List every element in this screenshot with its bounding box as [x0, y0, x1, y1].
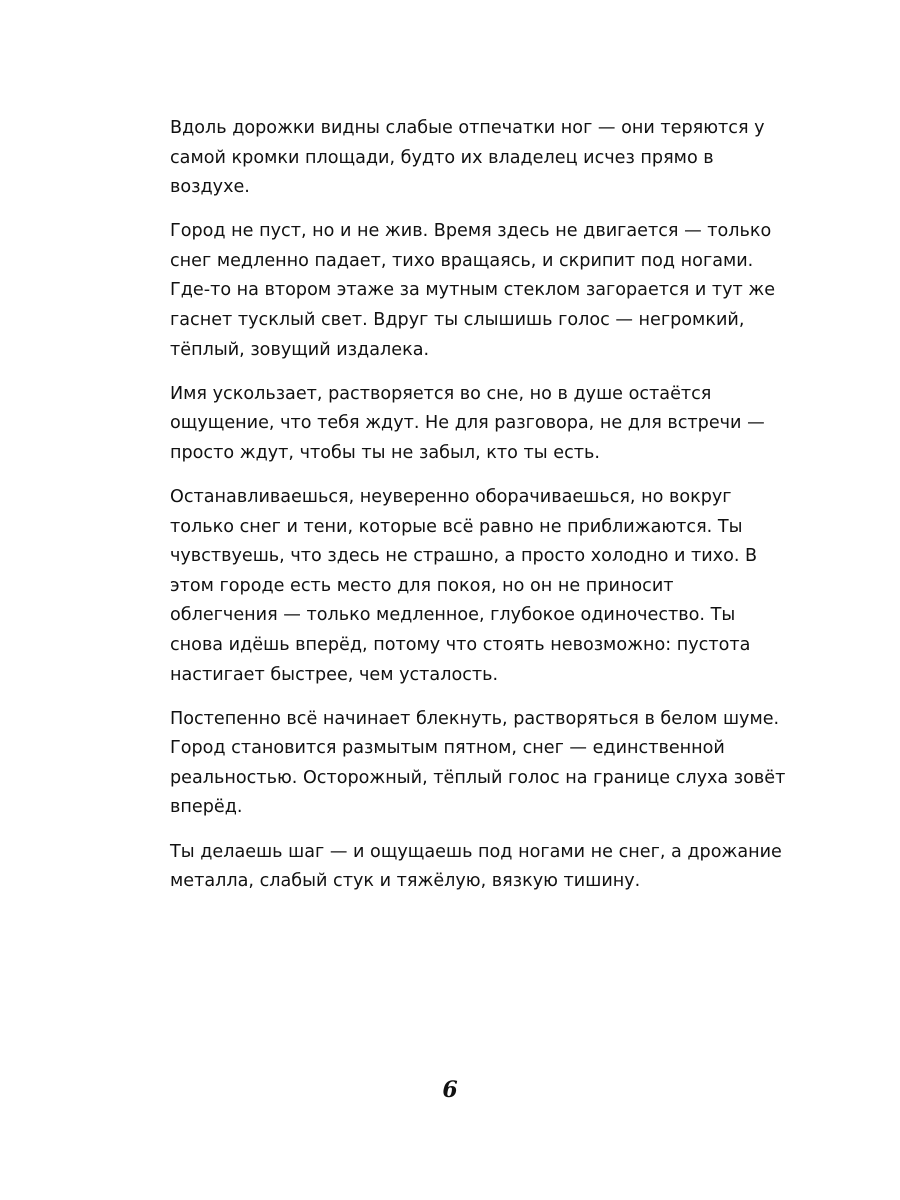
- text-line: этом городе есть место для покоя, но он не приносит: [170, 575, 674, 596]
- text-line: чувствуешь, что здесь не страшно, а просто холодно и тихо. В: [170, 546, 758, 567]
- text-line: снова идёшь вперёд, потому что стоять невозможно: пустота: [170, 635, 751, 655]
- text-line: Где-то на втором этаже за мутным стеклом загорается и тут же: [170, 280, 776, 301]
- paragraph-5: [170, 705, 790, 823]
- text-line: ощущение, что тебя ждут. Не для разговора, не для встречи —: [170, 413, 765, 434]
- paragraph-2: [170, 217, 790, 365]
- paragraph-3: [170, 380, 790, 469]
- text-line: Город становится размытым пятном, снег — единственной: [170, 738, 725, 759]
- text-line: Вдоль дорожки видны слабые отпечатки ног — они теряются у: [170, 118, 765, 138]
- paragraph-6: [170, 838, 790, 897]
- text-line: вперёд.: [170, 797, 243, 818]
- text-line: металла, слабый стук и тяжёлую, вязкую тишину.: [170, 871, 641, 892]
- paragraph-4: [170, 483, 790, 690]
- body-text: [170, 114, 790, 911]
- text-line: Останавливаешься, неуверенно оборачиваешься, но вокруг: [170, 487, 732, 508]
- text-line: облегчения — только медленное, глубокое одиночество. Ты: [170, 605, 736, 626]
- text-line: воздухе.: [170, 177, 250, 198]
- text-line: тёплый, зовущий издалека.: [170, 339, 430, 360]
- text-line: только снег и тени, которые всё равно не приближаются. Ты: [170, 516, 743, 537]
- text-line: Город не пуст, но и не жив. Время здесь не двигается — только: [170, 221, 772, 242]
- text-line: Имя ускользает, растворяется во сне, но в душе остаётся: [170, 383, 712, 404]
- text-line: настигает быстрее, чем усталость.: [170, 664, 499, 685]
- text-line: самой кромки площади, будто их владелец исчез прямо в: [170, 147, 714, 168]
- page-number: 6: [442, 1077, 458, 1103]
- text-line: реальностью. Осторожный, тёплый голос на границе слуха зовёт: [170, 767, 786, 788]
- text-line: снег медленно падает, тихо вращаясь, и скрипит под ногами.: [170, 250, 754, 271]
- paragraph-1: [170, 114, 790, 203]
- text-line: Ты делаешь шаг — и ощущаешь под ногами не снег, а дрожание: [170, 841, 782, 862]
- text-line: гаснет тусклый свет. Вдруг ты слышишь голос — негромкий,: [170, 310, 745, 331]
- text-line: просто ждут, чтобы ты не забыл, кто ты есть.: [170, 442, 600, 463]
- text-line: Постепенно всё начинает блекнуть, растворяться в белом шуме.: [170, 708, 780, 729]
